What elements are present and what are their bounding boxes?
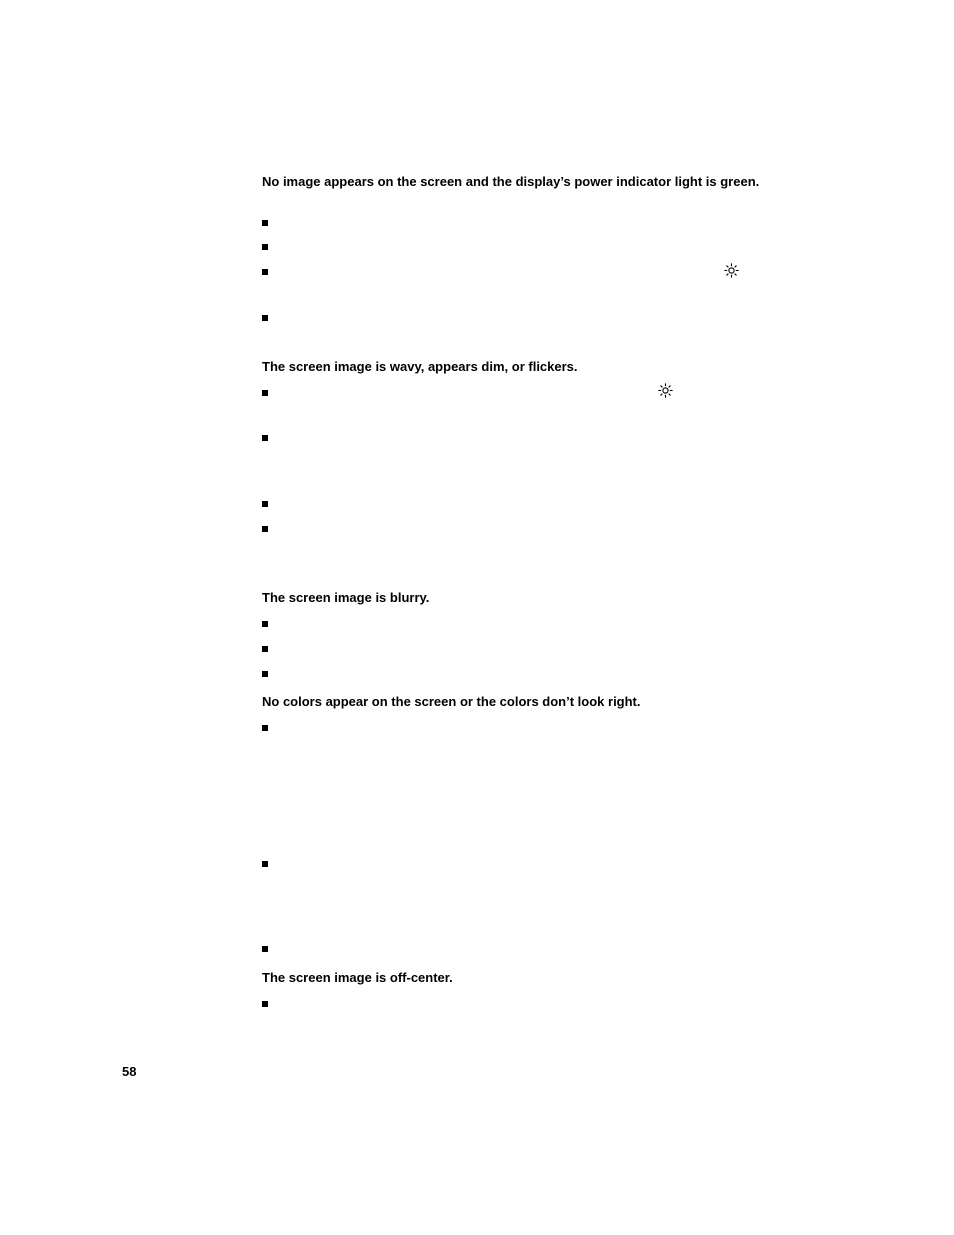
bullet-marker [262, 220, 268, 226]
bullet-marker [262, 671, 268, 677]
section-heading: No colors appear on the screen or the colors don’t look right. [262, 694, 641, 709]
section-heading: The screen image is off-center. [262, 970, 453, 985]
brightness-sun-icon [724, 263, 739, 278]
section-heading: No image appears on the screen and the display’s power indicator light is green. [262, 174, 760, 189]
bullet-marker [262, 725, 268, 731]
bullet-marker [262, 315, 268, 321]
section-heading: The screen image is blurry. [262, 590, 430, 605]
bullet-marker [262, 946, 268, 952]
page-number: 58 [122, 1064, 137, 1079]
section-heading: The screen image is wavy, appears dim, or flickers. [262, 359, 578, 374]
bullet-marker [262, 244, 268, 250]
bullet-marker [262, 646, 268, 652]
bullet-marker [262, 1001, 268, 1007]
bullet-marker [262, 390, 268, 396]
brightness-sun-icon [658, 383, 673, 398]
bullet-marker [262, 501, 268, 507]
bullet-marker [262, 269, 268, 275]
bullet-marker [262, 526, 268, 532]
bullet-marker [262, 435, 268, 441]
bullet-marker [262, 621, 268, 627]
bullet-marker [262, 861, 268, 867]
